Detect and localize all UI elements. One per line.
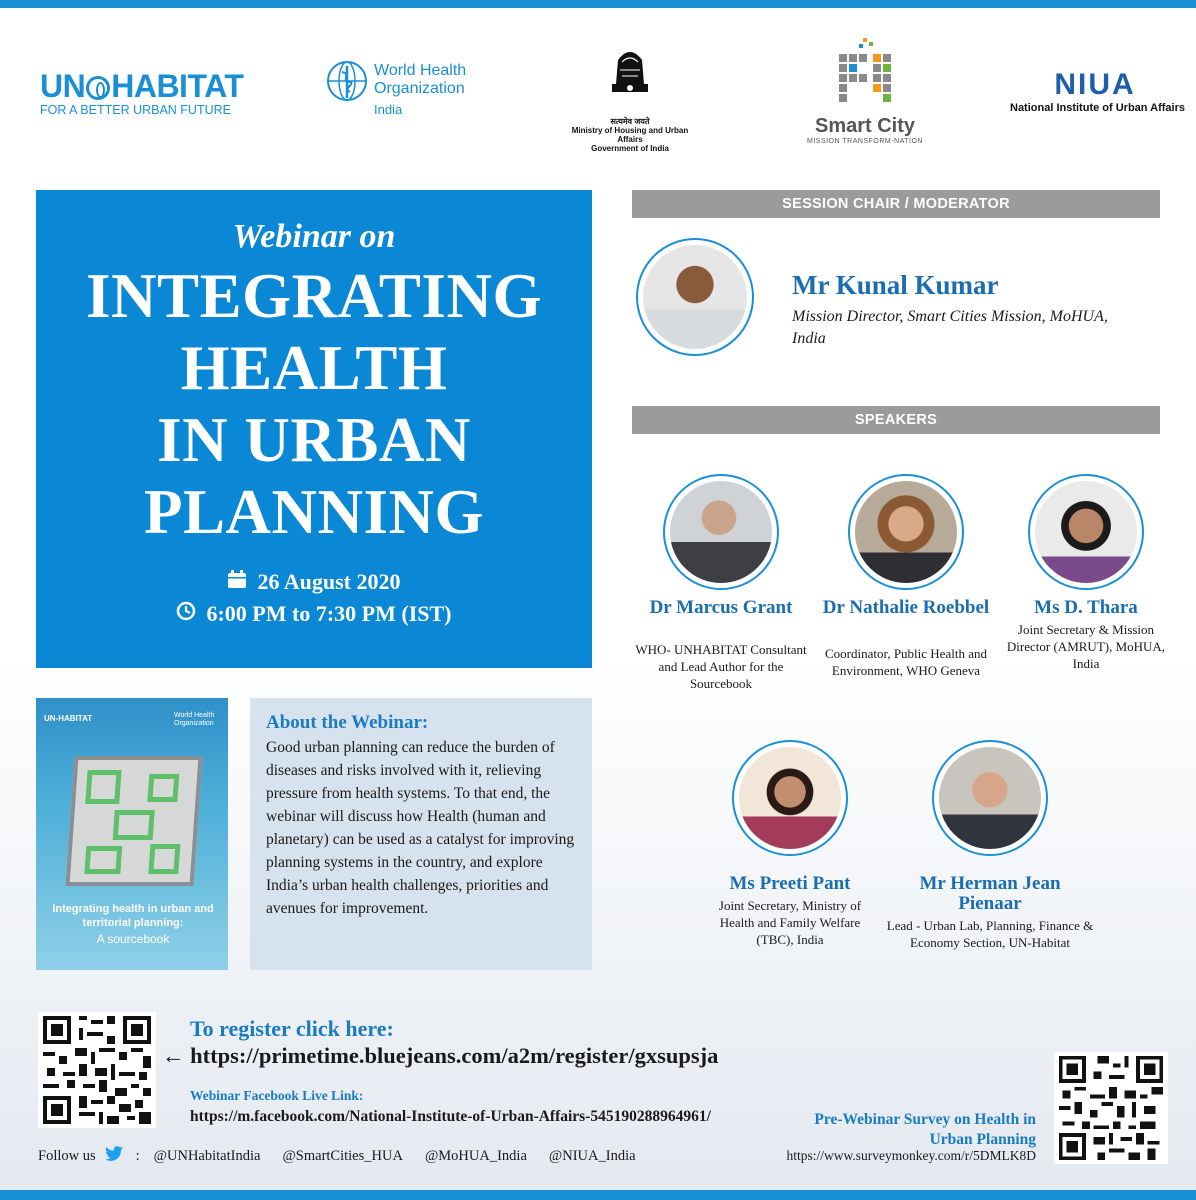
about-heading: About the Webinar: bbox=[266, 712, 429, 733]
clock-icon bbox=[176, 598, 196, 630]
follow-label: Follow us bbox=[38, 1148, 96, 1164]
speaker-role: Coordinator, Public Health and Environment, WHO Geneva bbox=[825, 646, 987, 678]
survey-link[interactable]: https://www.surveymonkey.com/r/5DMLK8D bbox=[786, 1148, 1036, 1163]
avatar-d-thara bbox=[1028, 474, 1144, 590]
speaker-name: Ms Preeti Pant bbox=[729, 873, 851, 894]
register-label: To register click here: bbox=[190, 1016, 394, 1041]
avatar-preeti-pant bbox=[732, 740, 848, 856]
smart-city-logo: Smart City MISSION TRANSFORM-NATION bbox=[800, 36, 930, 145]
session-chair-header: SESSION CHAIR / MODERATOR bbox=[632, 190, 1160, 218]
speaker-role: WHO- UNHABITAT Consultant and Lead Author for the Sourcebook bbox=[635, 642, 807, 691]
avatar-herman-pienaar bbox=[932, 740, 1048, 856]
smart-city-grid-icon bbox=[825, 36, 905, 106]
chair-role: Mission Director, Smart Cities Mission, MoHUA, India bbox=[792, 308, 1108, 347]
handle-smartcities[interactable]: @SmartCities_HUA bbox=[282, 1148, 403, 1164]
social-follow-row bbox=[38, 1146, 658, 1165]
avatar-nathalie-roebbel bbox=[848, 474, 964, 590]
bottom-accent-bar bbox=[0, 1190, 1196, 1200]
speakers-header: SPEAKERS bbox=[632, 406, 1160, 434]
calendar-icon bbox=[227, 566, 247, 598]
speaker-name: Dr Marcus Grant bbox=[649, 597, 793, 618]
arrow-left-icon: ← bbox=[162, 1043, 185, 1068]
event-date: 26 August 2020 bbox=[36, 566, 592, 598]
speaker-name: Dr Nathalie Roebbel bbox=[822, 597, 990, 618]
city-map-illustration bbox=[65, 756, 202, 886]
handle-unhabitat[interactable]: @UNHabitatIndia bbox=[153, 1148, 261, 1164]
survey-title: Pre-Webinar Survey on Health in Urban Planning bbox=[814, 1111, 1036, 1148]
survey-qr-code[interactable] bbox=[1054, 1052, 1168, 1164]
facebook-live-label: Webinar Facebook Live Link: bbox=[190, 1088, 364, 1103]
speaker-name: Mr Herman Jean Pienaar bbox=[919, 873, 1061, 914]
facebook-live-link[interactable]: https://m.facebook.com/National-Institute-of-Urban-Affairs-545190288964961/ bbox=[190, 1108, 711, 1125]
top-accent-bar bbox=[0, 0, 1196, 8]
webinar-title-box bbox=[36, 190, 592, 668]
registration-qr-code[interactable] bbox=[38, 1012, 156, 1128]
niua-logo: NIUA National Institute of Urban Affairs bbox=[1010, 68, 1185, 114]
event-time: 6:00 PM to 7:30 PM (IST) bbox=[36, 598, 592, 630]
ashoka-emblem-icon bbox=[602, 40, 658, 112]
about-body: Good urban planning can reduce the burden of diseases and risks involved with it, relieving pressure from health systems. To that end, the webinar will discuss how Health (human and planetary) can be used as a catalyst for improving planning systems in the country, and explore India’s urban health challenges, priorities and avenues for improvement. bbox=[266, 739, 575, 917]
handle-niua[interactable]: @NIUA_India bbox=[548, 1148, 636, 1164]
separator: : bbox=[135, 1148, 140, 1164]
speaker-role: Lead - Urban Lab, Planning, Finance & Economy Section, UN-Habitat bbox=[886, 918, 1094, 950]
avatar-kunal-kumar bbox=[636, 238, 754, 356]
speaker-name: Ms D. Thara bbox=[1034, 597, 1138, 618]
unhabitat-logo: UN HABITAT FOR A BETTER URBAN FUTURE bbox=[40, 68, 244, 117]
webinar-pre-title: Webinar on bbox=[232, 218, 396, 255]
webinar-title: INTEGRATING HEALTH IN URBAN PLANNING bbox=[86, 261, 542, 547]
twitter-icon[interactable] bbox=[104, 1146, 124, 1162]
globe-icon bbox=[86, 76, 110, 100]
who-emblem-icon bbox=[326, 60, 368, 102]
speaker-role: Joint Secretary & Mission Director (AMRUT), MoHUA, India bbox=[1006, 622, 1166, 671]
speaker-role: Joint Secretary, Ministry of Health and Family Welfare (TBC), India bbox=[718, 898, 862, 947]
mohua-logo: सत्यमेव जयते Ministry of Housing and Urban Affairs Government of India bbox=[560, 40, 700, 153]
about-section bbox=[250, 698, 592, 970]
who-logo: World Health Organization India bbox=[326, 60, 496, 124]
sourcebook-cover: UN-HABITAT World Health Organization Integrating health in urban and territorial planning: A sourcebook bbox=[36, 698, 228, 970]
handle-mohua[interactable]: @MoHUA_India bbox=[424, 1148, 527, 1164]
chair-name: Mr Kunal Kumar bbox=[792, 270, 999, 300]
register-link[interactable]: ← https://primetime.bluejeans.com/a2m/register/gxsupsja bbox=[162, 1043, 719, 1068]
avatar-marcus-grant bbox=[663, 474, 779, 590]
